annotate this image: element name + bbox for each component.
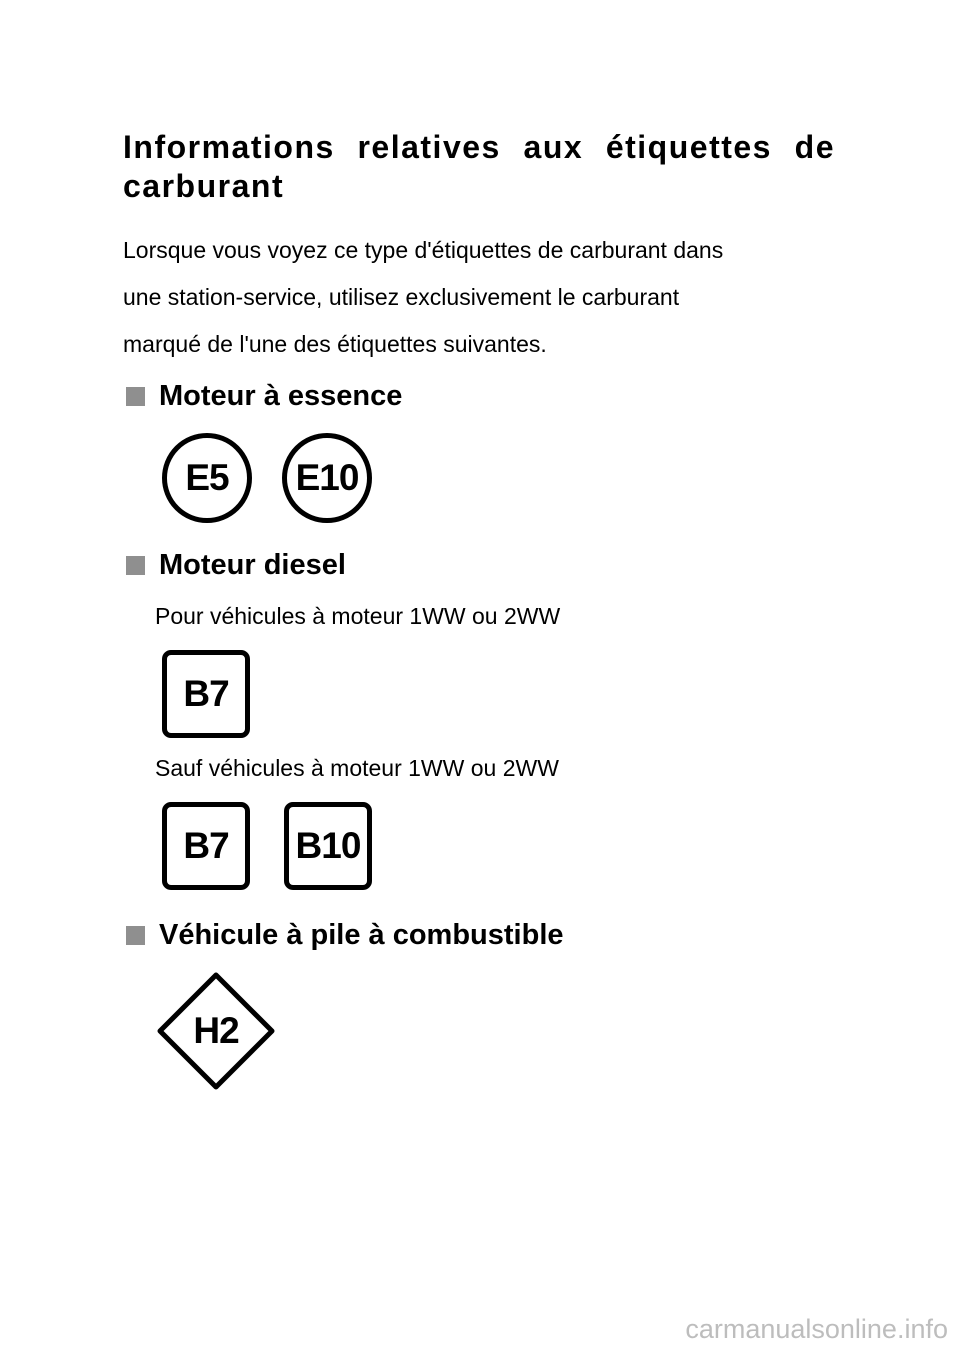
fuel-label-text: H2 bbox=[193, 1010, 239, 1051]
diesel-group2-text: Sauf véhicules à moteur 1WW ou 2WW bbox=[155, 755, 559, 781]
section-heading-fuel-cell bbox=[123, 918, 564, 952]
fuel-label-text: B10 bbox=[295, 825, 361, 866]
fuel-label-h2 bbox=[155, 970, 277, 1092]
section-heading-gasoline bbox=[123, 379, 402, 413]
intro-line: marqué de l'une des étiquettes suivantes. bbox=[123, 331, 547, 357]
square-bullet-icon bbox=[126, 387, 145, 406]
intro-line: Lorsque vous voyez ce type d'étiquettes de carburant dans bbox=[123, 237, 724, 263]
square-bullet-icon bbox=[126, 926, 145, 945]
fuel-label-text: B7 bbox=[183, 673, 229, 714]
section-heading-text: Moteur diesel bbox=[159, 549, 346, 581]
section-heading-diesel bbox=[123, 548, 346, 582]
fuel-label-b10 bbox=[284, 802, 372, 890]
fuel-label-b7 bbox=[162, 650, 250, 738]
section-heading-text: Moteur à essence bbox=[159, 380, 403, 412]
fuel-label-text: E10 bbox=[295, 457, 359, 498]
page-title: Informations relatives aux étiquettes de carburant bbox=[123, 129, 835, 204]
fuel-label-text: E5 bbox=[185, 457, 229, 498]
watermark: carmanualsonline.info bbox=[685, 1314, 948, 1344]
fuel-label-text: B7 bbox=[183, 825, 229, 866]
fuel-label-e10 bbox=[282, 433, 372, 523]
diesel-group1-text: Pour véhicules à moteur 1WW ou 2WW bbox=[155, 603, 561, 629]
intro-paragraph bbox=[123, 227, 843, 368]
fuel-label-b7 bbox=[162, 802, 250, 890]
square-bullet-icon bbox=[126, 556, 145, 575]
section-heading-text: Véhicule à pile à combustible bbox=[159, 919, 564, 951]
intro-line: une station-service, utilisez exclusivement le carburant bbox=[123, 284, 680, 310]
fuel-label-e5 bbox=[162, 433, 252, 523]
